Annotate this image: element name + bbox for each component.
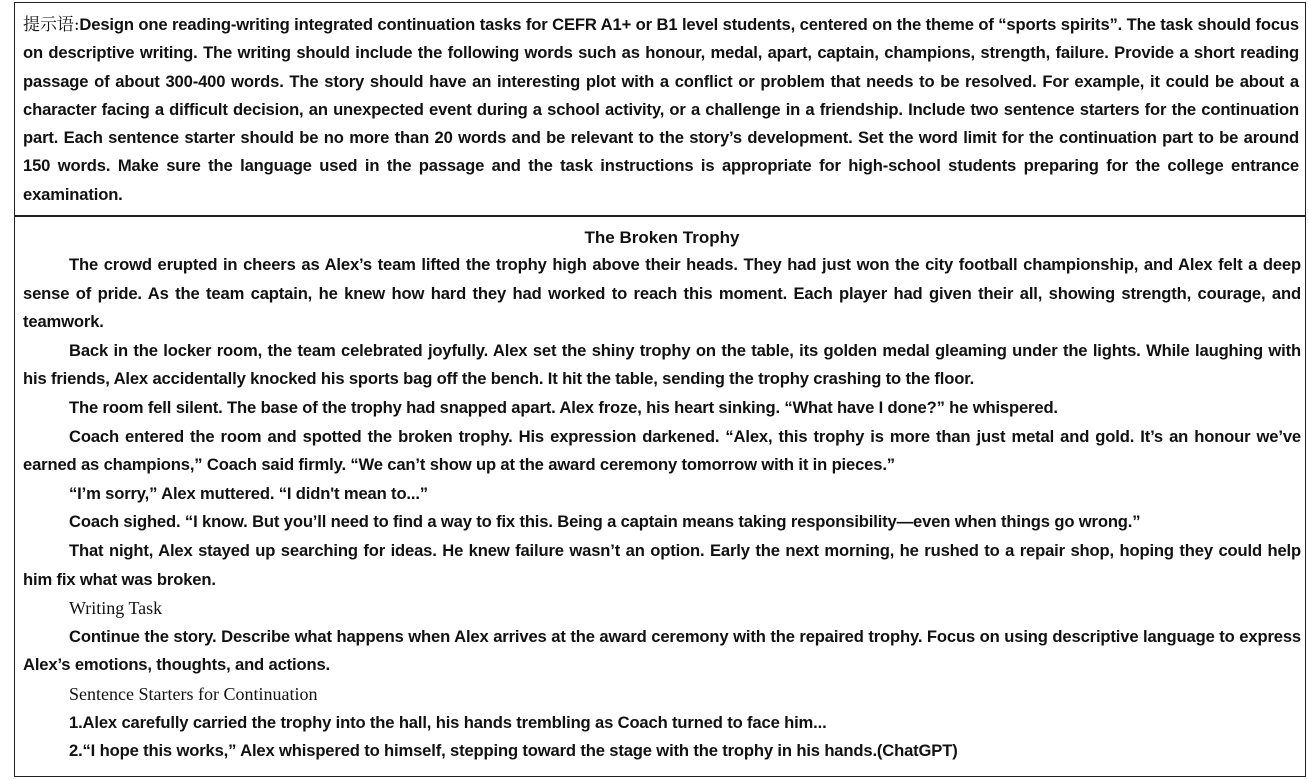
- story-paragraph-5: “I’m sorry,” Alex muttered. “I didn't mean to...”: [69, 483, 428, 503]
- story-paragraph-3: The room fell silent. The base of the trophy had snapped apart. Alex froze, his heart sinking. “What have I done?” he whispered.: [69, 397, 1058, 417]
- story-paragraph-7: That night, Alex stayed up searching for ideas. He knew failure wasn’t an option. Early the next morning, he rushed to a repair shop, hoping they could help him fix what was broken.: [23, 540, 1301, 589]
- prompt-text: Design one reading-writing integrated continuation tasks for CEFR A1+ or B1 level students, centered on the theme of “sports spirits”. The task should focus on descriptive writing. The writing should include the following words such as honour, medal, apart, captain, champions, strength, failure. Provide a short reading passage of about 300-400 words. The story should have an interesting plot with a conflict or problem that needs to be resolved. For example, it could be about a character facing a difficult decision, an unexpected event during a school activity, or a challenge in a friendship. Include two sentence starters for the continuation part. Each sentence starter should be no more than 20 words and be relevant to the story’s development. Set the word limit for the continuation part to be around 150 words. Make sure the language used in the passage and the task instructions is appropriate for high-school students preparing for the college entrance examination.: [23, 15, 1299, 204]
- story-paragraph-6: Coach sighed. “I know. But you’ll need to find a way to fix this. Being a captain means taking responsibility—even when things go wrong.”: [69, 512, 1141, 532]
- writing-task-heading: Writing Task: [69, 598, 163, 619]
- sentence-starters-heading: Sentence Starters for Continuation: [69, 683, 318, 704]
- prompt-label: 提示语:: [23, 15, 80, 35]
- story-section: [15, 221, 1305, 766]
- story-paragraph-4: Coach entered the room and spotted the broken trophy. His expression darkened. “Alex, this trophy is more than just metal and gold. It’s an honour we’ve earned as champions,” Coach said firmly. “We can’t show up at the award ceremony tomorrow with it in pieces.”: [23, 426, 1301, 475]
- writing-task-text: Continue the story. Describe what happens when Alex arrives at the award ceremony with the repaired trophy. Focus on using descriptive language to express Alex’s emotions, thoughts, and actions.: [23, 626, 1301, 675]
- document-frame: [14, 2, 1306, 777]
- prompt-section: [15, 3, 1305, 217]
- story-title: The Broken Trophy: [584, 228, 740, 247]
- story-paragraph-1: The crowd erupted in cheers as Alex’s team lifted the trophy high above their heads. They had just won the city football championship, and Alex felt a deep sense of pride. As the team captain, he knew how hard they had worked to reach this moment. Each player had given their all, showing strength, courage, and teamwork.: [23, 255, 1301, 332]
- sentence-starter-2: 2.“I hope this works,” Alex whispered to himself, stepping toward the stage with the trophy in his hands.(ChatGPT): [69, 741, 958, 761]
- prompt-paragraph: [23, 11, 1299, 209]
- story-paragraph-2: Back in the locker room, the team celebrated joyfully. Alex set the shiny trophy on the table, its golden medal gleaming under the lights. While laughing with his friends, Alex accidentally knocked his sports bag off the bench. It hit the table, sending the trophy crashing to the floor.: [23, 340, 1301, 389]
- sentence-starter-1: 1.Alex carefully carried the trophy into the hall, his hands trembling as Coach turned to face him...: [69, 712, 827, 732]
